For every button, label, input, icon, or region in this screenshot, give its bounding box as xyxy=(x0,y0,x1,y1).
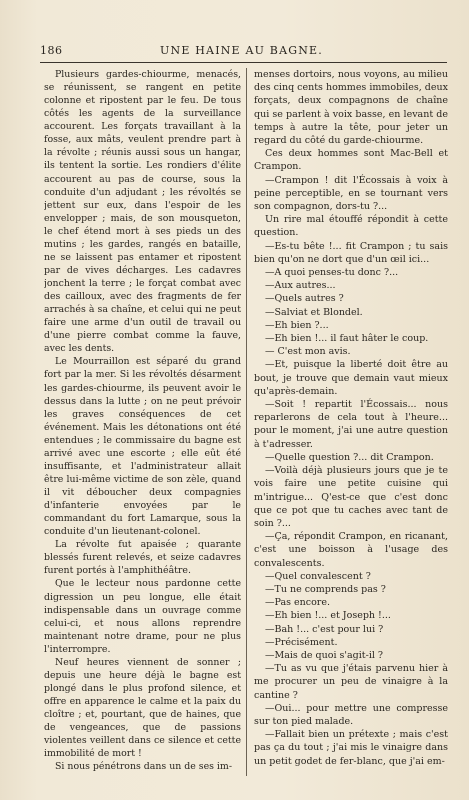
paragraph: —Eh bien !... il faut hâter le coup. xyxy=(265,333,429,345)
paragraph: —Fallait bien un prétexte ; mais c'est pas ça du tout ; j'ai mis le vinaigre dans un petit godet de fer-blanc, que j'ai em- xyxy=(254,729,448,767)
paragraph: —Ça, répondit Crampon, en ricanant, c'est une boisson à l'usage des convalescents. xyxy=(254,531,448,569)
paragraph: —Et, puisque la liberté doit être au bout, je trouve que demain vaut mieux qu'après-demain. xyxy=(254,359,448,397)
paragraph: —Es-tu bête !... fit Crampon ; tu sais bien qu'on ne dort que d'un œil ici... xyxy=(254,240,448,265)
paragraph: Un rire mal étouffé répondit à cette question. xyxy=(254,214,448,239)
paragraph: Si nous pénétrons dans un de ses im- xyxy=(55,761,232,773)
page-header xyxy=(40,44,443,60)
paragraph: La révolte fut apaisée ; quarante blessés furent relevés, et seize cadavres furent portés à l'amphithéâtre. xyxy=(44,539,241,577)
paragraph: —Précisément. xyxy=(265,636,338,648)
running-title: UNE HAINE AU BAGNE. xyxy=(160,44,323,57)
paragraph: —Voilà déjà plusieurs jours que je te vois faire une petite cuisine qui m'intrigue... Q'est-ce que c'est donc que ce pot que tu caches avec tant de soin ?... xyxy=(254,465,448,529)
paragraph: —Crampon ! dit l'Écossais à voix à peine perceptible, en se tournant vers son compagnon, dors-tu ?... xyxy=(254,174,448,213)
paragraph: Que le lecteur nous pardonne cette digression un peu longue, elle était indispensable dans un ouvrage comme celui-ci, et nous allons reprendre maintenant notre drame, pour ne plus l'interrompre. xyxy=(44,578,241,655)
paragraph: —Mais de quoi s'agit-il ? xyxy=(265,649,384,661)
page-number: 186 xyxy=(40,44,63,57)
paragraph: —Salviat et Blondel. xyxy=(265,306,363,318)
paragraph: Ces deux hommes sont Mac-Bell et Crampon. xyxy=(254,148,448,173)
paragraph: menses dortoirs, nous voyons, au milieu des cinq cents hommes immobiles, deux forçats, deux compagnons de chaîne qui se parlent à voix basse, en levant de temps à autre la tête, pour jeter un regard du côté du garde-chiourme. xyxy=(254,69,448,147)
paragraph: —Quels autres ? xyxy=(265,293,344,305)
paragraph: —Aux autres... xyxy=(265,280,336,292)
paragraph: —Quel convalescent ? xyxy=(265,570,371,582)
paragraph: — C'est mon avis. xyxy=(265,346,351,358)
paragraph: —Eh bien ?... xyxy=(265,319,329,331)
paragraph: Neuf heures viennent de sonner ; depuis une heure déjà le bagne est plongé dans le plus profond silence, et offre en apparence le calme et la paix du cloître ; et, pourtant, que de haines, que de vengeances, que de passions violentes veillent dans ce silence et cette immobilité de mort ! xyxy=(44,656,241,760)
right-column xyxy=(246,68,448,776)
paragraph: —A quoi penses-tu donc ?... xyxy=(265,267,399,279)
paragraph: —Tu as vu que j'étais parvenu hier à me procurer un peu de vinaigre à la cantine ? xyxy=(254,663,448,701)
paragraph: —Pas encore. xyxy=(265,597,330,609)
left-column xyxy=(44,68,246,776)
paragraph: Le Mourraillon est séparé du grand fort par la mer. Si les révoltés désarment les gardes-chiourme, ils peuvent avoir le dessus dans la lutte ; on ne peut prévoir les graves conséquences de cet événement. Mais les détonations ont été entendues ; le commissaire du bagne est arrivé avec une escorte ; elle eût été insuffisante, et l'administrateur allait être lui-même victime de son zèle, quand il vit déboucher deux compagnies d'infanterie envoyées par le commandant du fort Lamarque, sous la conduite d'un lieutenant-colonel. xyxy=(44,356,241,538)
paragraph: —Soit ! repartit l'Écossais... nous reparlerons de cela tout à l'heure... pour le moment, j'ai une autre question à t'adresser. xyxy=(254,399,448,450)
paragraph: —Eh bien !... et Joseph !... xyxy=(265,610,391,622)
paragraph: —Bah !... c'est pour lui ? xyxy=(265,623,384,635)
header-rule xyxy=(40,62,447,63)
paragraph: —Oui... pour mettre une compresse sur ton pied malade. xyxy=(254,702,448,727)
paragraph: Plusieurs gardes-chiourme, menacés, se réunissent, se rangent en petite colonne et ripostent par le feu. De tous côtés les agents de la surveillance accourent. Les forçats travaillant à la fosse, aux mâts, veulent prendre part à la révolte ; réunis aussi sous un hangar, ils tentent la sortie. Les rondiers d'élite accourent au pas de course, sous la conduite d'un adjudant ; les révoltés se jettent sur eux, dans l'espoir de les envelopper ; mais, de son mousqueton, le chef étend mort à ses pieds un des mutins ; les gardes, rangés en bataille, ne se laissent pas entamer et ripostent par de vives décharges. Les cadavres jonchent la terre ; le forçat combat avec des cailloux, avec des fragments de fer arrachés à sa chaîne, et celui qui ne peut faire une arme d'un outil de travail ou d'une pierre combat comme la fauve, avec les dents. xyxy=(44,69,241,355)
paragraph: —Tu ne comprends pas ? xyxy=(265,583,386,595)
paragraph: —Quelle question ?... dit Crampon. xyxy=(265,451,434,463)
text-columns xyxy=(44,68,451,776)
